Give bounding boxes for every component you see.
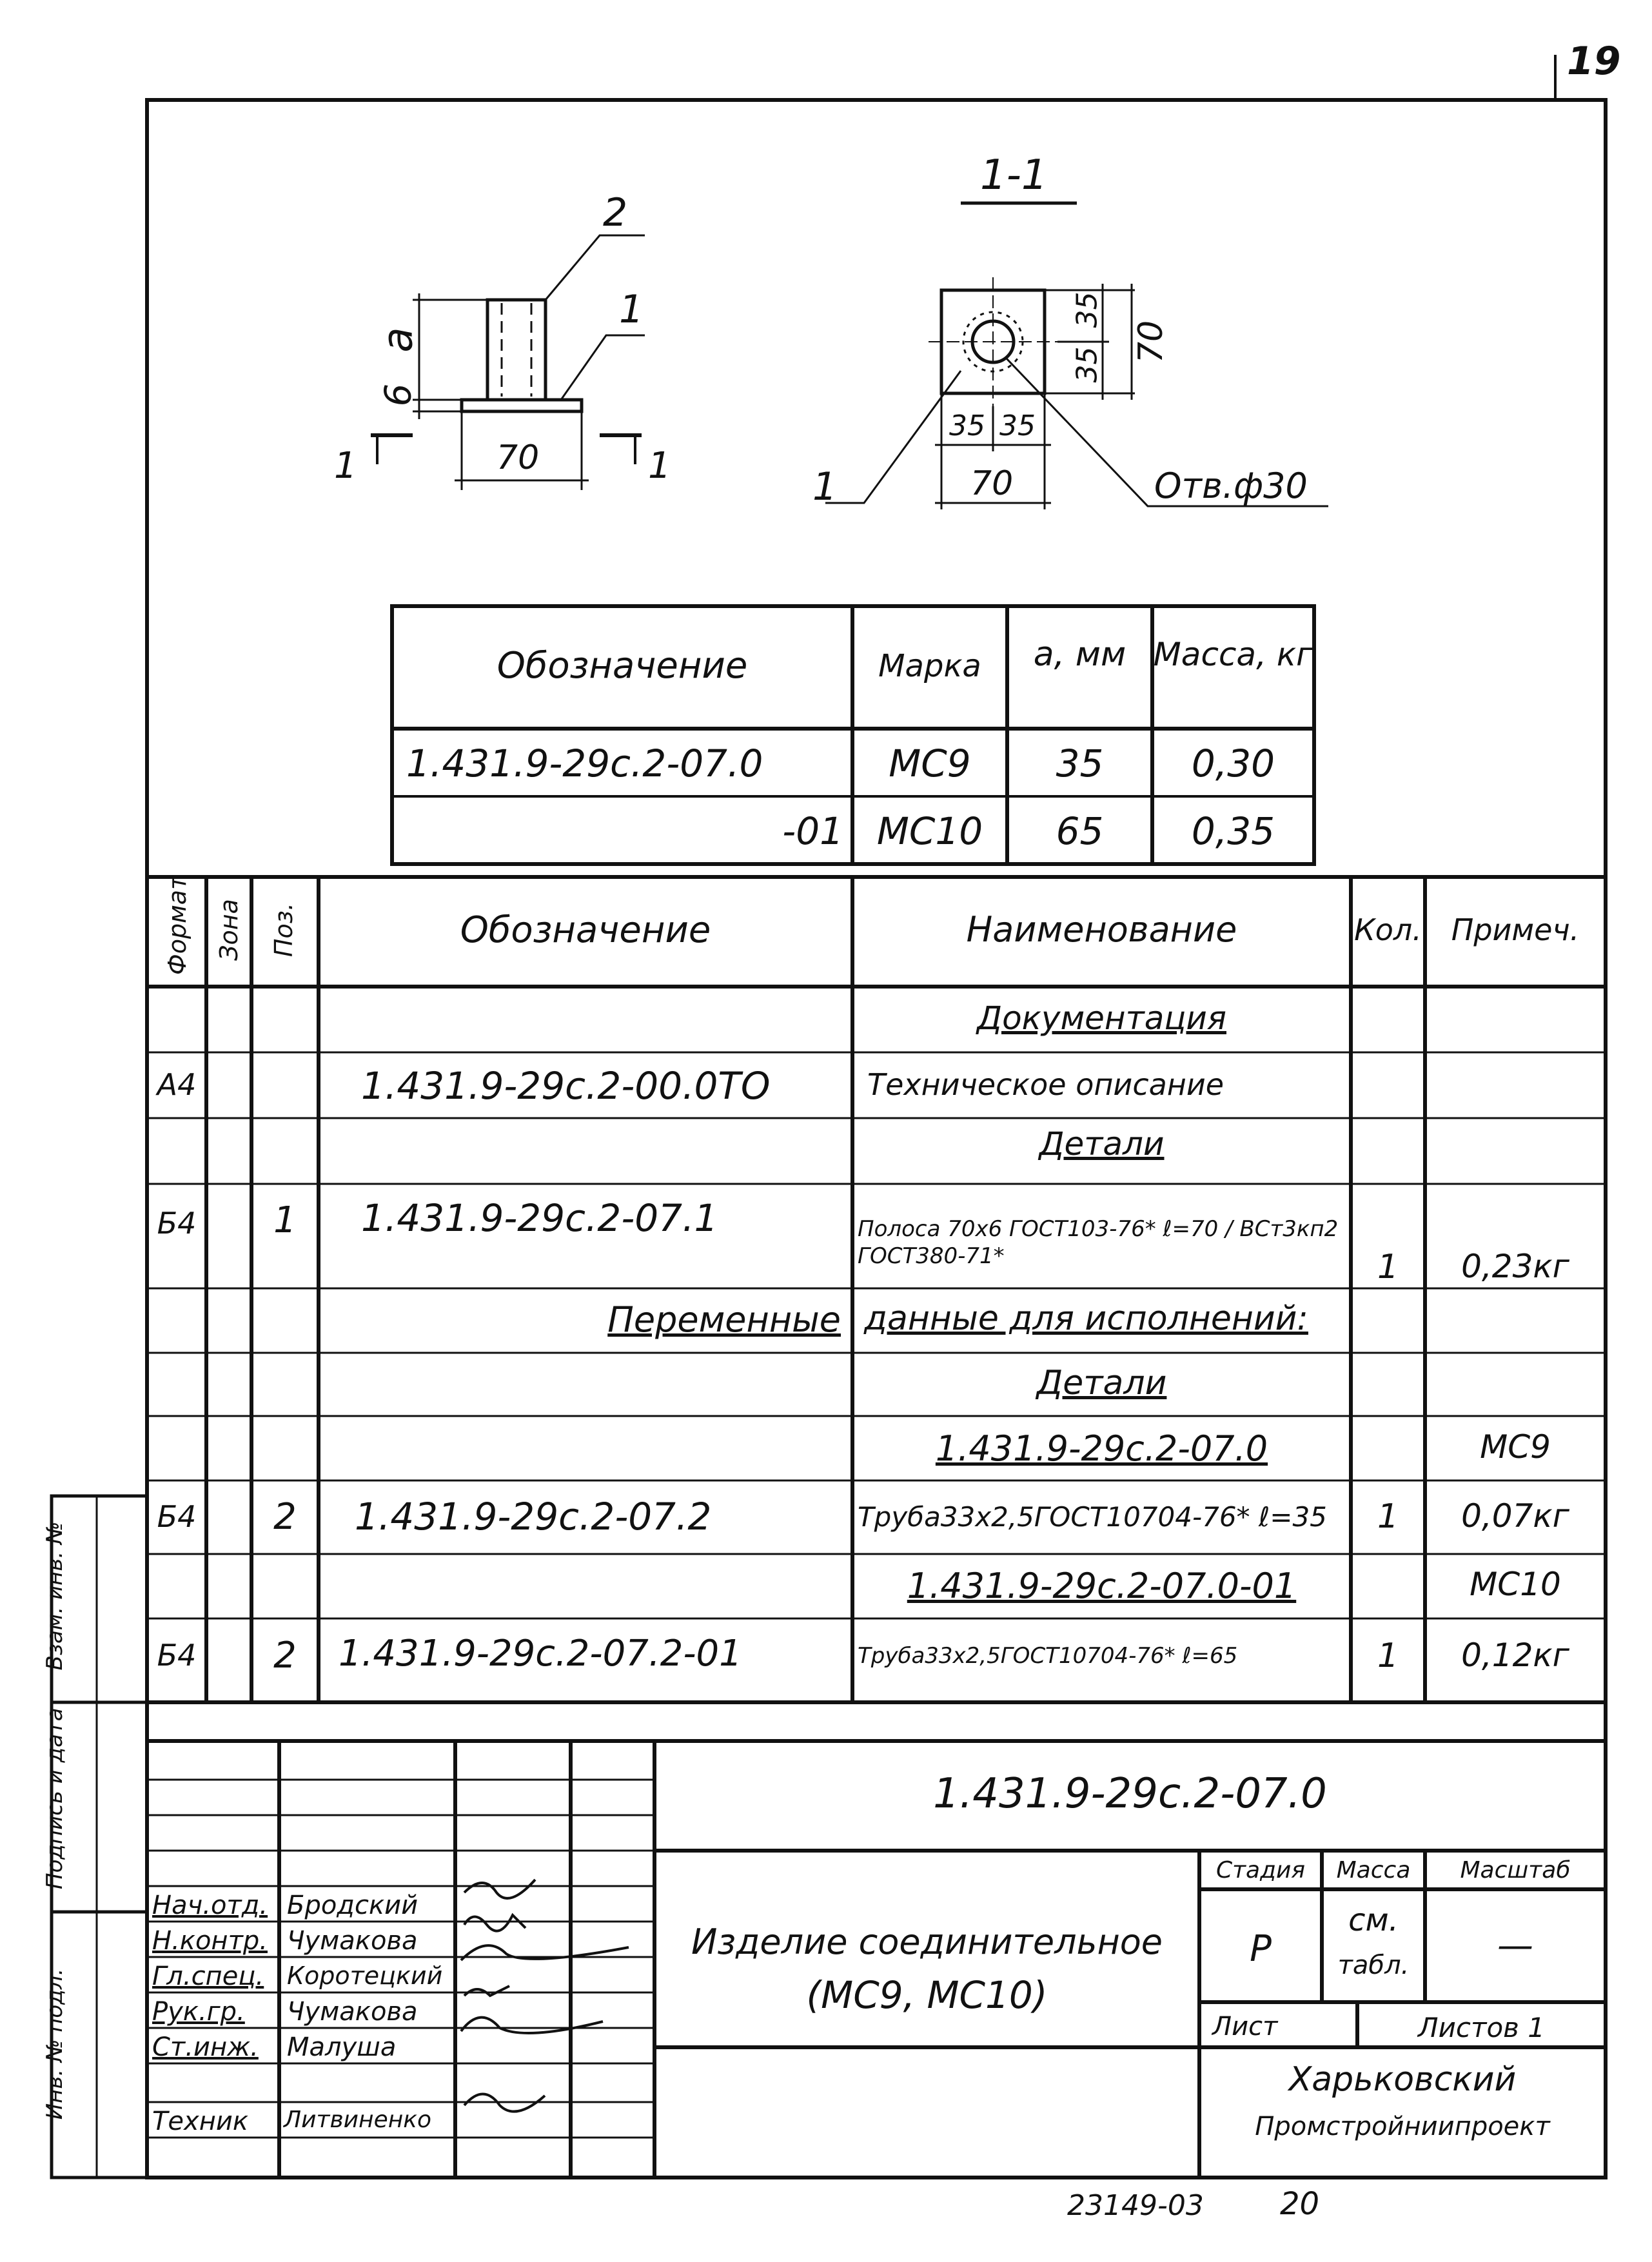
variants-header-mark: Марка — [878, 648, 981, 684]
side-label-inv-podl: Инв. № подл. — [42, 1968, 68, 2120]
spec-row-note: МС9 — [1480, 1428, 1551, 1466]
section-position-1-label: 1 — [812, 464, 838, 509]
role-name: Чумакова — [287, 1926, 418, 1956]
variants-row1-designation: 1.431.9-29с.2-07.0 — [406, 742, 763, 785]
variants-row2-a: 65 — [1056, 809, 1104, 853]
spec-row-qty: 1 — [1377, 1497, 1399, 1536]
sheet-label: Лист — [1212, 2012, 1278, 2041]
spec-row-format: А4 — [157, 1067, 197, 1102]
signature-5 — [461, 2018, 603, 2033]
signature-4 — [464, 1986, 509, 1996]
sheets-label: Листов 1 — [1418, 2012, 1545, 2043]
spec-row-format: Б4 — [157, 1638, 197, 1673]
role-name: Коротецкий — [287, 1962, 443, 1990]
spec-row-format: Б4 — [157, 1206, 197, 1241]
dim-70-front-label: 70 — [497, 438, 540, 477]
spec-row-name: Труба33х2,5ГОСТ10704-76* ℓ=35 — [858, 1501, 1327, 1533]
signature-1 — [464, 1880, 535, 1898]
role-label: Рук.гр. — [152, 1997, 245, 2027]
dim-35-v1-label: 35 — [1070, 291, 1104, 328]
org-name-line2: Промстройниипроект — [1255, 2112, 1550, 2141]
spec-row-note: 0,07кг — [1461, 1497, 1569, 1535]
side-label-inv-vzam: Взам. инв. № — [42, 1521, 68, 1671]
mass-value-line2: табл. — [1337, 1951, 1410, 1980]
mass-value-line1: см. — [1348, 1902, 1399, 1938]
spec-row-name: Полоса 70х6 ГОСТ103-76* ℓ=70 / ВСт3кп2 ГОСТ380-71* — [858, 1216, 1339, 1269]
spec-row-name: Труба33х2,5ГОСТ10704-76* ℓ=65 — [858, 1643, 1238, 1669]
item-title-line2: (МС9, МС10) — [806, 1973, 1048, 2017]
spec-row-note: 0,12кг — [1461, 1637, 1569, 1674]
section-mark-left: 1 — [334, 445, 357, 487]
spec-row-qty: 1 — [1377, 1248, 1399, 1286]
mass-label: Масса — [1336, 1857, 1411, 1883]
spec-row-designation: 1.431.9-29с.2-07.2-01 — [339, 1633, 742, 1675]
signature-3 — [461, 1945, 629, 1960]
side-label-signature-date: Подпись и дата — [42, 1707, 68, 1889]
item-title-line1: Изделие соединительное — [691, 1922, 1163, 1962]
dim-a-label: a — [374, 327, 422, 353]
spec-header-format: Формат — [163, 875, 192, 975]
signatures — [461, 1880, 629, 2112]
hole-label: Отв.ф30 — [1154, 466, 1308, 506]
spec-row-name: 1.431.9-29с.2-07.0-01 — [907, 1566, 1297, 1606]
role-label: Техник — [152, 2107, 249, 2136]
role-name: Малуша — [287, 2032, 397, 2062]
title-doc-number: 1.431.9-29с.2-07.0 — [933, 1770, 1327, 1818]
spec-header-qty: Кол. — [1354, 912, 1422, 947]
spec-row-designation: 1.431.9-29с.2-07.1 — [361, 1196, 718, 1240]
spec-header-zone: Зона — [215, 899, 243, 961]
stage-label: Стадия — [1215, 1857, 1306, 1883]
variants-header-mass: Масса, кг — [1153, 636, 1313, 673]
position-2-label: 2 — [603, 190, 628, 235]
spec-row-pos: 1 — [273, 1199, 297, 1241]
dim-6-label: 6 — [377, 383, 420, 407]
spec-header-pos: Поз. — [270, 902, 298, 958]
variants-row2-mark: МС10 — [876, 809, 983, 853]
variants-row1-a: 35 — [1056, 742, 1104, 785]
role-label: Нач.отд. — [152, 1891, 268, 1920]
spec-row-name: данные для исполнений: — [864, 1299, 1308, 1338]
variants-row2-designation: -01 — [782, 809, 843, 853]
variants-header-designation: Обозначение — [497, 645, 748, 687]
role-name: Чумакова — [287, 1997, 418, 2027]
spec-header-name: Наименование — [966, 909, 1237, 950]
dim-70-h-label: 70 — [970, 464, 1014, 503]
role-label: Н.контр. — [152, 1926, 268, 1956]
role-label: Гл.спец. — [152, 1962, 264, 1991]
role-name: Литвиненко — [284, 2107, 432, 2133]
spec-row-pos: 2 — [273, 1635, 297, 1677]
spec-row-designation: Переменные — [607, 1299, 841, 1340]
spec-row-qty: 1 — [1377, 1637, 1399, 1675]
role-name: Бродский — [287, 1891, 418, 1920]
spec-row-note: МС10 — [1470, 1566, 1561, 1603]
variants-row1-mass: 0,30 — [1191, 742, 1275, 785]
dim-35-h1-label: 35 — [949, 409, 985, 442]
footer-page: 20 — [1280, 2186, 1320, 2222]
variants-header-a: a, мм — [1033, 635, 1126, 674]
role-label: Ст.инж. — [152, 2032, 259, 2062]
spec-row-pos: 2 — [273, 1496, 297, 1538]
scale-value: — — [1497, 1925, 1533, 1967]
spec-row-note: 0,23кг — [1461, 1248, 1569, 1285]
signature-2 — [464, 1915, 526, 1931]
org-name-line1: Харьковский — [1288, 2060, 1517, 2099]
spec-row-name: Детали — [1039, 1125, 1165, 1163]
section-mark-right: 1 — [648, 445, 671, 487]
section-title: 1-1 — [980, 152, 1048, 199]
spec-row-name: Техническое описание — [867, 1067, 1224, 1102]
spec-header-note: Примеч. — [1451, 912, 1580, 947]
variants-row1-mark: МС9 — [889, 742, 971, 785]
spec-header-designation: Обозначение — [460, 909, 711, 951]
spec-row-format: Б4 — [157, 1499, 197, 1534]
stage-value: Р — [1250, 1928, 1272, 1970]
dim-70-v-label: 70 — [1132, 320, 1171, 364]
variants-row2-mass: 0,35 — [1191, 809, 1275, 853]
spec-row-designation: 1.431.9-29с.2-07.2 — [355, 1495, 712, 1539]
scale-label: Масштаб — [1460, 1857, 1571, 1883]
dim-35-h2-label: 35 — [999, 409, 1036, 442]
position-1-label: 1 — [619, 287, 644, 332]
spec-row-name: 1.431.9-29с.2-07.0 — [935, 1428, 1268, 1469]
spec-row-name: Документация — [977, 999, 1226, 1037]
footer-code: 23149-03 — [1067, 2189, 1204, 2222]
dim-35-v2-label: 35 — [1070, 346, 1104, 383]
sheet-number: 19 — [1567, 39, 1621, 84]
spec-row-name: Детали — [1036, 1364, 1167, 1402]
spec-row-designation: 1.431.9-29с.2-00.0ТО — [361, 1064, 771, 1108]
